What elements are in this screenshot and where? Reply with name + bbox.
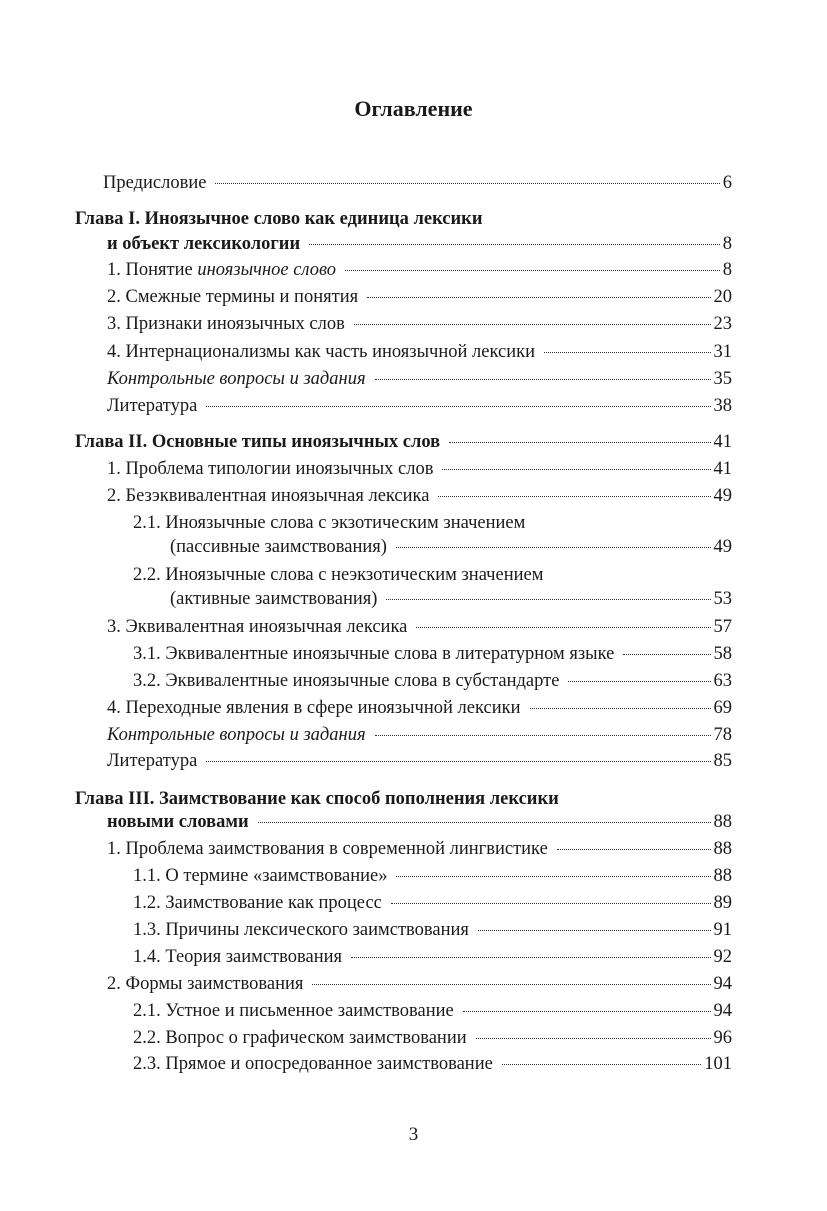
dot-leader bbox=[396, 876, 710, 877]
toc-page-number: 41 bbox=[713, 432, 732, 452]
toc-entry: 2. Формы заимствования 94 bbox=[107, 974, 732, 994]
toc-item-number: 1.3. bbox=[133, 920, 161, 940]
toc-page-number: 91 bbox=[713, 920, 732, 940]
toc-entry: 1.2. Заимствование как процесс 89 bbox=[133, 893, 732, 913]
toc-entry-line: 2.2. Иноязычные слова с неэкзотическим значением bbox=[133, 565, 544, 585]
toc-entry: 2.1. Устное и письменное заимствование 94 bbox=[133, 1001, 732, 1021]
toc-entry: 2. Безэквивалентная иноязычная лексика 49 bbox=[107, 486, 732, 506]
toc-entry: Предисловие 6 bbox=[103, 173, 732, 193]
toc-page-number: 49 bbox=[713, 486, 732, 506]
toc-entry: новыми словами 88 bbox=[107, 812, 732, 832]
toc-page-number: 53 bbox=[713, 589, 732, 609]
toc-page-number: 88 bbox=[713, 866, 732, 886]
toc-item-number: 1.2. bbox=[133, 893, 161, 913]
toc-item-number: 2. bbox=[107, 974, 121, 994]
dot-leader bbox=[442, 469, 710, 470]
toc-entry: и объект лексикологии 8 bbox=[107, 234, 732, 254]
toc-page-number: 41 bbox=[713, 459, 732, 479]
dot-leader bbox=[544, 352, 711, 353]
toc-entry: Литература 38 bbox=[107, 396, 732, 416]
toc-item-number: 2.2. bbox=[133, 1028, 161, 1048]
toc-entry: Контрольные вопросы и задания 78 bbox=[107, 725, 732, 745]
toc-page-number: 96 bbox=[713, 1028, 732, 1048]
toc-entry: 3. Признаки иноязычных слов 23 bbox=[107, 314, 732, 334]
toc-item-number: 2. bbox=[107, 287, 121, 307]
toc-item-number: 3.1. bbox=[133, 644, 161, 664]
dot-leader bbox=[345, 270, 720, 271]
dot-leader bbox=[391, 903, 711, 904]
dot-leader bbox=[375, 379, 711, 380]
toc-page-number: 31 bbox=[713, 342, 732, 362]
dot-leader bbox=[530, 708, 711, 709]
toc-entry: 2. Смежные термины и понятия 20 bbox=[107, 287, 732, 307]
toc-item-number: 3. bbox=[107, 314, 121, 334]
dot-leader bbox=[557, 849, 711, 850]
toc-entry: 1. Понятие иноязычное слово 8 bbox=[107, 260, 732, 280]
toc-entry: 1.1. О термине «заимствование» 88 bbox=[133, 866, 732, 886]
toc-page-number: 49 bbox=[713, 537, 732, 557]
dot-leader bbox=[463, 1011, 711, 1012]
toc-page-number: 92 bbox=[713, 947, 732, 967]
dot-leader bbox=[215, 183, 719, 184]
toc-page-number: 8 bbox=[722, 234, 732, 254]
toc-page-number: 85 bbox=[713, 751, 732, 771]
toc-page-number: 78 bbox=[713, 725, 732, 745]
dot-leader bbox=[438, 496, 710, 497]
dot-leader bbox=[258, 822, 711, 823]
dot-leader bbox=[354, 324, 711, 325]
toc-item-number: 1.4. bbox=[133, 947, 161, 967]
dot-leader bbox=[206, 761, 710, 762]
toc-item-number: 1.1. bbox=[133, 866, 161, 886]
dot-leader bbox=[502, 1064, 701, 1065]
page-title: Оглавление bbox=[354, 96, 473, 121]
dot-leader bbox=[623, 654, 710, 655]
toc-page-number: 38 bbox=[713, 396, 732, 416]
toc-entry: 3. Эквивалентная иноязычная лексика 57 bbox=[107, 617, 732, 637]
dot-leader bbox=[309, 244, 720, 245]
dot-leader bbox=[386, 599, 710, 600]
toc-item-number: 2.3. bbox=[133, 1054, 161, 1074]
toc-entry: 1. Проблема заимствования в современной лингвистике 88 bbox=[107, 839, 732, 859]
toc-page-number: 63 bbox=[713, 671, 732, 691]
chapter-heading: Глава I. Иноязычное слово как единица лексики bbox=[75, 209, 483, 229]
toc-entry-line: 2.1. Иноязычные слова с экзотическим значением bbox=[133, 513, 526, 533]
toc-page-number: 23 bbox=[713, 314, 732, 334]
toc-item-number: 4. bbox=[107, 342, 121, 362]
toc-entry: 1. Проблема типологии иноязычных слов 41 bbox=[107, 459, 732, 479]
toc-page-number: 88 bbox=[713, 812, 732, 832]
toc-entry: Контрольные вопросы и задания 35 bbox=[107, 369, 732, 389]
toc-item-number: 3.2. bbox=[133, 671, 161, 691]
toc-item-number: 4. bbox=[107, 698, 121, 718]
toc-page-number: 101 bbox=[704, 1054, 732, 1074]
toc-page-number: 69 bbox=[713, 698, 732, 718]
dot-leader bbox=[375, 735, 711, 736]
toc-entry: 4. Переходные явления в сфере иноязычной лексики 69 bbox=[107, 698, 732, 718]
toc-entry: 1.3. Причины лексического заимствования 91 bbox=[133, 920, 732, 940]
toc-page-number: 6 bbox=[722, 173, 732, 193]
toc-page-number: 89 bbox=[713, 893, 732, 913]
toc-entry: 3.1. Эквивалентные иноязычные слова в литературном языке 58 bbox=[133, 644, 732, 664]
dot-leader bbox=[312, 984, 710, 985]
dot-leader bbox=[449, 442, 710, 443]
toc-page-number: 94 bbox=[713, 1001, 732, 1021]
toc-entry: (активные заимствования) 53 bbox=[170, 589, 732, 609]
toc-entry: 1.4. Теория заимствования 92 bbox=[133, 947, 732, 967]
dot-leader bbox=[351, 957, 710, 958]
toc-page-number: 57 bbox=[713, 617, 732, 637]
toc-entry: 2.3. Прямое и опосредованное заимствование 101 bbox=[133, 1054, 732, 1074]
toc-item-number: 1. bbox=[107, 260, 121, 280]
page-number: 3 bbox=[408, 1124, 419, 1145]
toc-entry: 4. Интернационализмы как часть иноязычной лексики 31 bbox=[107, 342, 732, 362]
toc-item-number: 2.1. bbox=[133, 1001, 161, 1021]
toc-page-number: 58 bbox=[713, 644, 732, 664]
toc-item-number: 3. bbox=[107, 617, 121, 637]
toc-entry: (пассивные заимствования) 49 bbox=[170, 537, 732, 557]
toc-page-number: 94 bbox=[713, 974, 732, 994]
dot-leader bbox=[206, 406, 710, 407]
chapter-heading: Глава II. Основные типы иноязычных слов 41 bbox=[75, 432, 732, 452]
toc-entry: 3.2. Эквивалентные иноязычные слова в субстандарте 63 bbox=[133, 671, 732, 691]
toc-entry: 2.2. Вопрос о графическом заимствовании 96 bbox=[133, 1028, 732, 1048]
dot-leader bbox=[478, 930, 711, 931]
dot-leader bbox=[416, 627, 710, 628]
toc-page-number: 35 bbox=[713, 369, 732, 389]
dot-leader bbox=[396, 547, 711, 548]
dot-leader bbox=[476, 1038, 711, 1039]
dot-leader bbox=[367, 297, 710, 298]
toc-item-number: 1. bbox=[107, 839, 121, 859]
toc-item-number: 2. bbox=[107, 486, 121, 506]
toc-page-number: 88 bbox=[713, 839, 732, 859]
chapter-heading: Глава III. Заимствование как способ пополнения лексики bbox=[75, 789, 559, 809]
toc-page-number: 8 bbox=[722, 260, 732, 280]
dot-leader bbox=[568, 681, 710, 682]
toc-item-number: 1. bbox=[107, 459, 121, 479]
toc-entry: Литература 85 bbox=[107, 751, 732, 771]
toc-page-number: 20 bbox=[713, 287, 732, 307]
